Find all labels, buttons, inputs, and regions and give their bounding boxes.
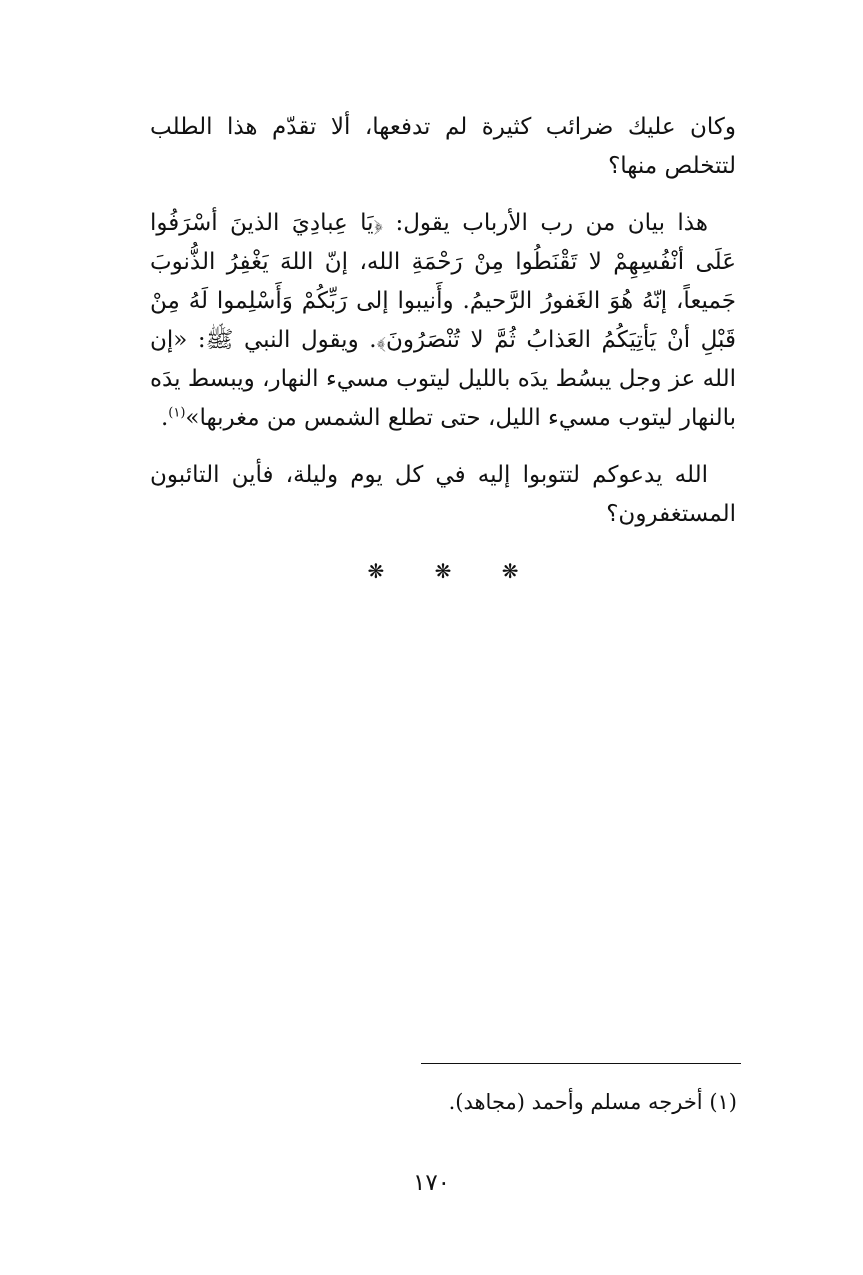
paragraph-end: . — [160, 405, 169, 431]
quran-verse: ﴿يَا عِبادِيَ الذينَ أسْرَفُوا عَلَى أنْفُسِهِمْ لا تَقْنَطُوا مِنْ رَحْمَةِ الله، إنّ اللهَ يَغْفِرُ الذُّنوبَ جَميعاً، إنّهُ هُوَ الغَفورُ الرَّحيمُ. وأَنيبوا إلى رَبِّكُمْ وَأَسْلِموا لَهُ مِنْ قَبْلِ أنْ يَأتِيَكُمُ العَذابُ ثُمَّ لا تُنْصَرُونَ﴾ — [150, 210, 736, 353]
section-separator: ❋ ❋ ❋ — [367, 559, 541, 583]
footnote-marker: (١) — [168, 405, 186, 421]
footnote-divider — [421, 1063, 741, 1064]
verse-intro: هذا بيان من رب الأرباب يقول: — [383, 210, 708, 236]
hadith-intro: . ويقول النبي ﷺ: — [187, 327, 377, 353]
paragraph-repentance: الله يدعوكم لتتوبوا إليه في كل يوم وليلة، فأين التائبون المستغفرون؟ — [150, 462, 736, 527]
hadith-text: «إن الله عز وجل يبسُط يدَه بالليل ليتوب مسيء النهار، ويبسط يدَه بالنهار ليتوب مسيء الليل، حتى تطلع الشمس من مغربها» — [150, 327, 736, 431]
paragraph-verse-hadith — [150, 204, 736, 438]
page-number: ١٧٠ — [412, 1170, 451, 1196]
page-body — [150, 108, 736, 591]
footnote: (١) أخرجه مسلم وأحمد (مجاهد). — [448, 1090, 737, 1114]
paragraph-taxes: وكان عليك ضرائب كثيرة لم تدفعها، ألا تقدّم هذا الطلب لتتخلص منها؟ — [150, 114, 736, 179]
